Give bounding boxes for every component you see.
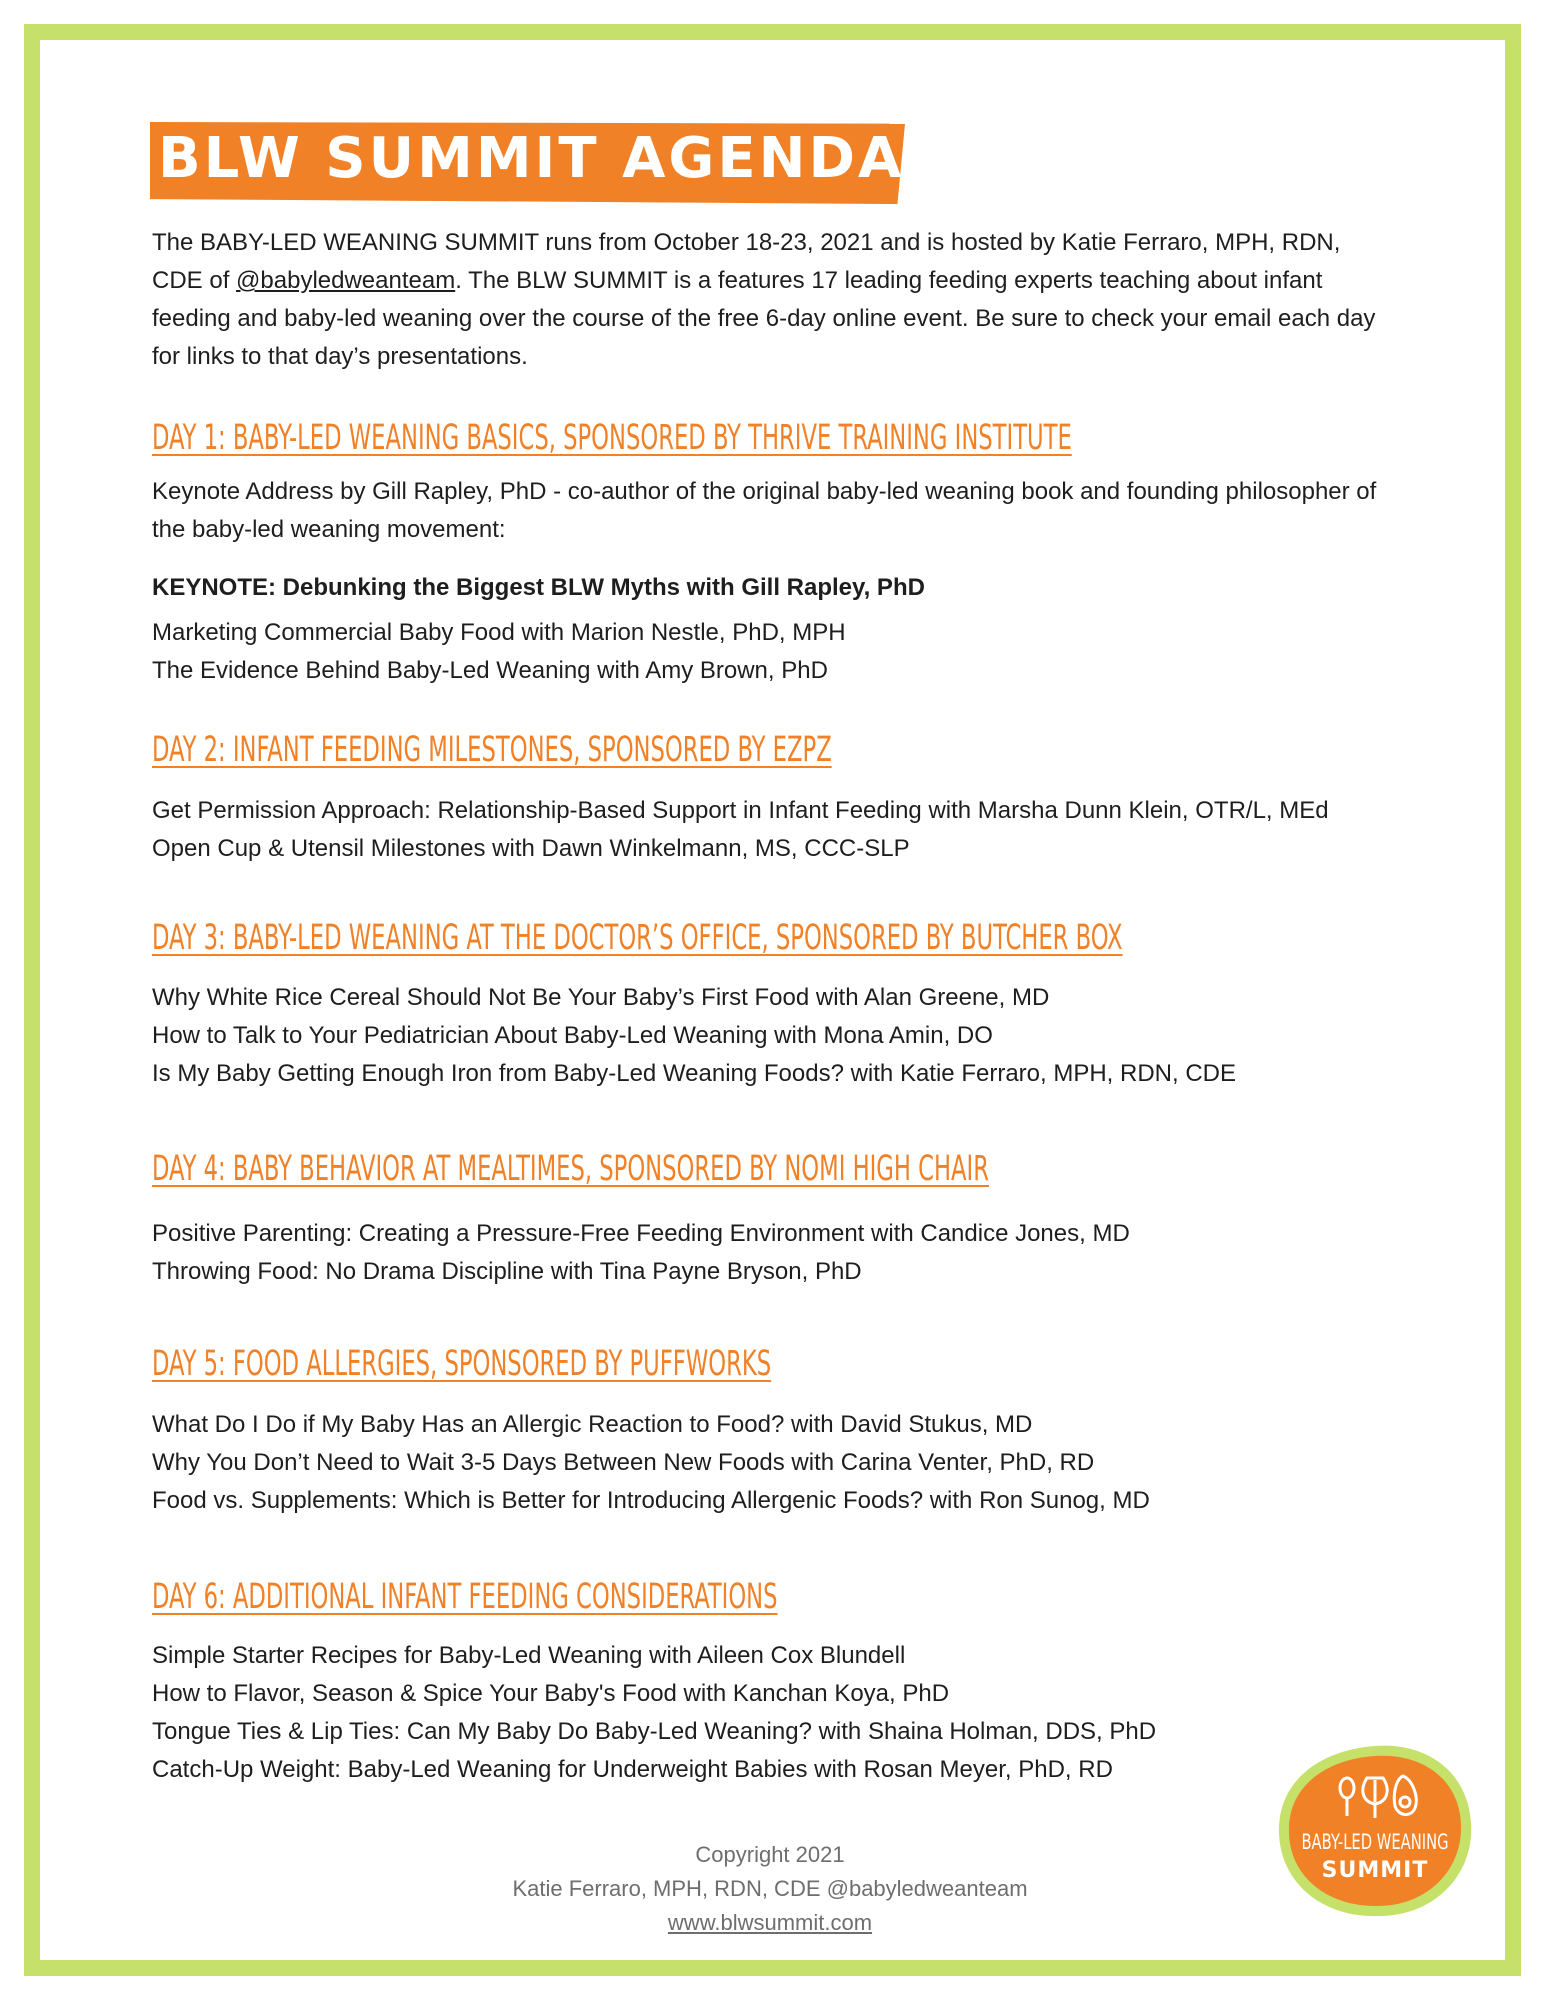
session-item: Why You Don’t Need to Wait 3-5 Days Between New Foods with Carina Venter, PhD, RD — [152, 1449, 1095, 1476]
day-1-description: Keynote Address by Gill Rapley, PhD - co-author of the original baby-led weaning book and founding philosopher of the baby-led weaning movement: — [152, 478, 1377, 543]
website-link-text[interactable]: www.blwsummit.com — [667, 1910, 873, 1935]
day-1-heading: DAY 1: BABY-LED WEANING BASICS, SPONSORED BY THRIVE TRAINING INSTITUTE — [152, 418, 1072, 458]
day-4-heading: DAY 4: BABY BEHAVIOR AT MEALTIMES, SPONSORED BY NOMI HIGH CHAIR — [152, 1149, 989, 1189]
session-item: Open Cup & Utensil Milestones with Dawn Winkelmann, MS, CCC-SLP — [152, 835, 910, 862]
session-item: Positive Parenting: Creating a Pressure-Free Feeding Environment with Candice Jones, MD — [152, 1220, 1130, 1247]
intro-text-end: . The BLW SUMMIT is a features 17 leading feeding experts teaching about infant feeding and baby-led weaning over the course of the free 6-day online event. Be sure to check your email each day for links to that day’s presentations. — [152, 267, 1376, 370]
logo-text-line2: SUMMIT — [1321, 1858, 1429, 1883]
day-1-keynote: KEYNOTE: Debunking the Biggest BLW Myths with Gill Rapley, PhD — [152, 574, 925, 601]
session-item: Food vs. Supplements: Which is Better for Introducing Allergenic Foods? with Ron Sunog, MD — [152, 1487, 1150, 1514]
session-item: What Do I Do if My Baby Has an Allergic Reaction to Food? with David Stukus, MD — [152, 1411, 1033, 1438]
instagram-handle-link[interactable]: @babyledweanteam — [236, 267, 456, 294]
session-item: Throwing Food: No Drama Discipline with Tina Payne Bryson, PhD — [152, 1258, 862, 1285]
session-item: Catch-Up Weight: Baby-Led Weaning for Underweight Babies with Rosan Meyer, PhD, RD — [152, 1756, 1113, 1783]
page-title: BLW SUMMIT AGENDA — [158, 126, 905, 191]
day-5-heading: DAY 5: FOOD ALLERGIES, SPONSORED BY PUFFWORKS — [152, 1344, 772, 1384]
session-item: Tongue Ties & Lip Ties: Can My Baby Do Baby-Led Weaning? with Shaina Holman, DDS, PhD — [152, 1718, 1157, 1745]
footer-copyright: Copyright 2021 — [695, 1842, 845, 1867]
logo-text-line1: BABY-LED WEANING — [1301, 1830, 1449, 1854]
session-item: How to Talk to Your Pediatrician About Baby-Led Weaning with Mona Amin, DO — [152, 1022, 993, 1049]
session-item: Simple Starter Recipes for Baby-Led Weaning with Aileen Cox Blundell — [152, 1642, 906, 1669]
day-2-heading: DAY 2: INFANT FEEDING MILESTONES, SPONSORED BY EZPZ — [152, 730, 832, 770]
session-item: How to Flavor, Season & Spice Your Baby's Food with Kanchan Koya, PhD — [152, 1680, 950, 1707]
session-item: Get Permission Approach: Relationship-Based Support in Infant Feeding with Marsha Dunn Klein, OTR/L, MEd — [152, 797, 1329, 824]
session-item: Why White Rice Cereal Should Not Be Your Baby’s First Food with Alan Greene, MD — [152, 984, 1050, 1011]
intro-paragraph — [152, 224, 1392, 376]
day-6-heading: DAY 6: ADDITIONAL INFANT FEEDING CONSIDERATIONS — [152, 1577, 778, 1617]
day-3-heading: DAY 3: BABY-LED WEANING AT THE DOCTOR’S OFFICE, SPONSORED BY BUTCHER BOX — [152, 918, 1123, 958]
session-item: The Evidence Behind Baby-Led Weaning with Amy Brown, PhD — [152, 657, 828, 684]
intro-text-start: The BABY-LED WEANING SUMMIT runs from October 18-23, 2021 and is hosted by Katie Ferraro, MPH, RDN, CDE of — [152, 229, 1341, 294]
session-item: Is My Baby Getting Enough Iron from Baby-Led Weaning Foods? with Katie Ferraro, MPH, RDN, CDE — [152, 1060, 1237, 1087]
session-item: Marketing Commercial Baby Food with Marion Nestle, PhD, MPH — [152, 619, 846, 646]
footer-website-link[interactable] — [390, 1906, 1150, 1940]
summit-logo — [1275, 1740, 1475, 1920]
footer-author: Katie Ferraro, MPH, RDN, CDE @babyledweanteam — [512, 1876, 1028, 1901]
